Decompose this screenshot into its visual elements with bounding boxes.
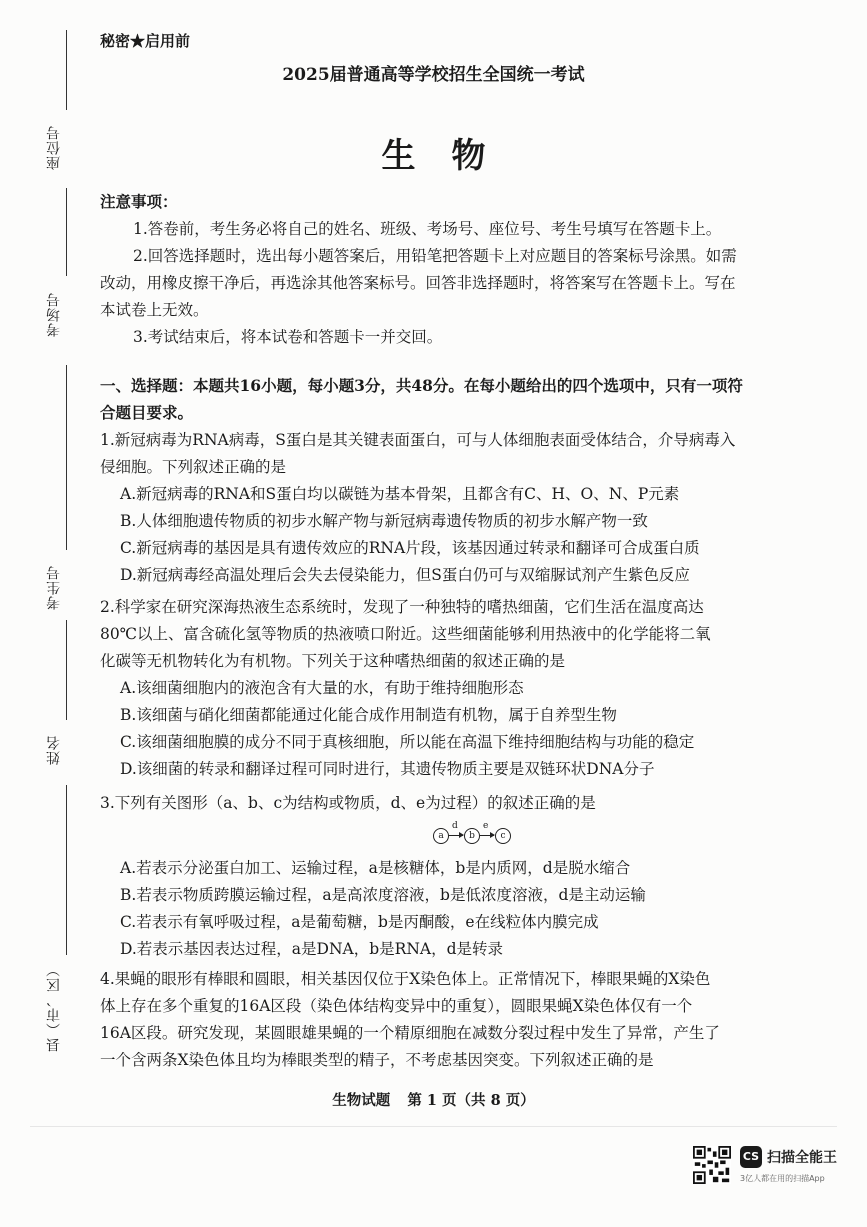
- notice-line: 2.回答选择题时，选出每小题答案后，用铅笔把答题卡上对应题目的答案标号涂黑。如需: [133, 247, 737, 265]
- option-b: B.该细菌与硝化细菌都能通过化能合成作用制造有机物，属于自养型生物: [120, 706, 617, 724]
- option-d: D.新冠病毒经高温处理后会失去侵染能力，但S蛋白仍可与双缩脲试剂产生紫色反应: [120, 566, 690, 584]
- question-stem: 化碳等无机物转化为有机物。下列关于这种嗜热细菌的叙述正确的是: [100, 652, 566, 670]
- notice-body: [100, 216, 820, 351]
- option-c: C.新冠病毒的基因是具有遗传效应的RNA片段，该基因通过转录和翻译可合成蛋白质: [120, 539, 700, 557]
- name-label: 姓名: [46, 735, 62, 765]
- option-b: B.人体细胞遗传物质的初步水解产物与新冠病毒遗传物质的初步水解产物一致: [120, 512, 648, 530]
- question-1: [100, 427, 820, 589]
- footer-page-number: 第 1 页（共 8 页）: [407, 1092, 535, 1109]
- question-stem: 1.新冠病毒为RNA病毒，S蛋白是其关键表面蛋白，可与人体细胞表面受体结合，介导病毒入: [100, 431, 736, 449]
- diagram-node-c: c: [495, 828, 511, 844]
- notice-line: 改动，用橡皮擦干净后，再选涂其他答案标号。回答非选择题时，将答案写在答题卡上。写在: [100, 274, 736, 292]
- watermark-tagline: 3亿人都在用的扫描App: [740, 1174, 825, 1183]
- county-label: 县（市、区）: [46, 962, 62, 1052]
- section-heading: [100, 372, 820, 426]
- option-a: A.该细菌细胞内的液泡含有大量的水，有助于维持细胞形态: [120, 679, 524, 697]
- option-a: A.若表示分泌蛋白加工、运输过程，a是核糖体，b是内质网，d是脱水缩合: [120, 859, 631, 877]
- question-stem: 4.果蝇的眼形有棒眼和圆眼，相关基因仅位于X染色体上。正常情况下，棒眼果蝇的X染色: [100, 970, 711, 988]
- section-heading-line: 合题目要求。: [100, 403, 194, 422]
- confidential-mark: 秘密★启用前: [100, 32, 191, 50]
- qr-code-icon: [693, 1146, 731, 1184]
- question-3-options: [100, 855, 820, 963]
- question-3: [100, 790, 820, 817]
- question-stem: 侵细胞。下列叙述正确的是: [100, 458, 287, 476]
- question-stem: 一个含两条X染色体且均为棒眼类型的精子，不考虑基因突变。下列叙述正确的是: [100, 1051, 654, 1069]
- diagram-node-a: a: [433, 828, 449, 844]
- margin-line: [66, 188, 67, 276]
- exam-room-label: 考场号: [46, 292, 62, 337]
- question-4: [100, 966, 820, 1074]
- subject-title: 生物: [381, 136, 522, 176]
- question-stem: 体上存在多个重复的16A区段（染色体结构变异中的重复），圆眼果蝇X染色体仅有一个: [100, 997, 693, 1015]
- page-footer: [0, 1089, 867, 1110]
- margin-line: [66, 365, 67, 550]
- diagram-node-b: b: [464, 828, 480, 844]
- notice-line: 3.考试结束后，将本试卷和答题卡一并交回。: [133, 328, 443, 346]
- notice-line: 1.答卷前，考生务必将自己的姓名、班级、考场号、座位号、考生号填写在答题卡上。: [133, 220, 722, 238]
- diagram-arrow-e: [480, 835, 494, 836]
- question-stem: 3.下列有关图形（a、b、c为结构或物质，d、e为过程）的叙述正确的是: [100, 794, 596, 812]
- divider: [30, 1126, 837, 1127]
- diagram-arrow-d: [449, 835, 463, 836]
- question-stem: 2.科学家在研究深海热液生态系统时，发现了一种独特的嗜热细菌，它们生活在温度高达: [100, 598, 704, 616]
- option-b: B.若表示物质跨膜运输过程，a是高浓度溶液，b是低浓度溶液，d是主动运输: [120, 886, 646, 904]
- question-2: [100, 594, 820, 783]
- notice-heading: 注意事项：: [100, 192, 178, 211]
- option-a: A.新冠病毒的RNA和S蛋白均以碳链为基本骨架，且都含有C、H、O、N、P元素: [120, 485, 680, 503]
- option-d: D.该细菌的转录和翻译过程可同时进行，其遗传物质主要是双链环状DNA分子: [120, 760, 655, 778]
- diagram-label-e: e: [483, 821, 489, 831]
- option-c: C.该细菌细胞膜的成分不同于真核细胞，所以能在高温下维持细胞结构与功能的稳定: [120, 733, 695, 751]
- margin-line: [66, 620, 67, 720]
- notice-line: 本试卷上无效。: [100, 301, 209, 319]
- diagram-label-d: d: [452, 821, 458, 831]
- footer-subject: 生物试题: [332, 1092, 391, 1109]
- exam-title: 2025届普通高等学校招生全国统一考试: [282, 65, 585, 85]
- question-stem: 16A区段。研究发现，某圆眼雄果蝇的一个精原细胞在减数分裂过程中发生了异常，产生了: [100, 1024, 720, 1042]
- watermark-app-name: 扫描全能王: [767, 1150, 837, 1166]
- seat-number-label: 座位号: [46, 125, 62, 170]
- section-heading-line: 一、选择题：本题共16小题，每小题3分，共48分。在每小题给出的四个选项中，只有一项符: [100, 376, 743, 395]
- camscanner-logo: CS: [740, 1146, 762, 1168]
- question-stem: 80℃以上、富含硫化氢等物质的热液喷口附近。这些细菌能够利用热液中的化学能将二氧: [100, 625, 711, 643]
- option-c: C.若表示有氧呼吸过程，a是葡萄糖，b是丙酮酸，e在线粒体内膜完成: [120, 913, 599, 931]
- option-d: D.若表示基因表达过程，a是DNA，b是RNA，d是转录: [120, 940, 503, 958]
- candidate-number-label: 考生号: [46, 565, 62, 610]
- margin-line: [66, 785, 67, 955]
